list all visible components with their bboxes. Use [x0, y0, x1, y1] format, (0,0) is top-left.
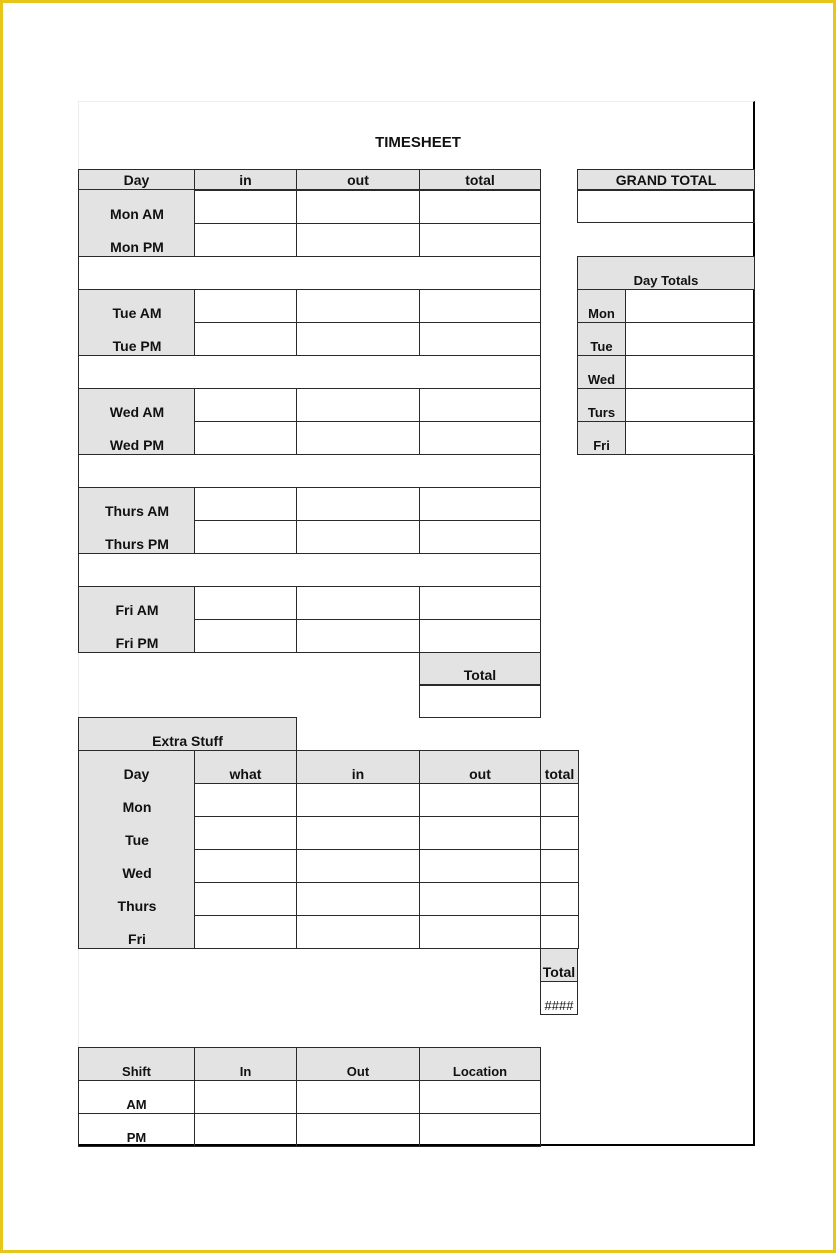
extra-input-cell[interactable] — [194, 816, 297, 850]
spacer-row — [78, 454, 541, 488]
time-input-cell[interactable] — [296, 586, 420, 620]
time-input-cell[interactable] — [194, 520, 297, 554]
extra-day-mon: Mon — [78, 783, 195, 817]
time-input-cell[interactable] — [419, 421, 541, 455]
main-header-day: Day — [78, 169, 195, 190]
extra-input-cell[interactable] — [540, 783, 579, 817]
extra-input-cell[interactable] — [296, 783, 420, 817]
day-total-fri: Fri — [577, 421, 626, 455]
extra-total-value: #### — [540, 981, 578, 1015]
day-label-tue-am: Tue AM — [78, 289, 195, 323]
time-input-cell[interactable] — [296, 520, 420, 554]
extra-input-cell[interactable] — [419, 849, 541, 883]
shift-row-am: AM — [78, 1080, 195, 1114]
shift-header-in: In — [194, 1047, 297, 1081]
time-input-cell[interactable] — [194, 421, 297, 455]
shift-header-shift: Shift — [78, 1047, 195, 1081]
extra-input-cell[interactable] — [419, 783, 541, 817]
extra-input-cell[interactable] — [194, 849, 297, 883]
spacer-row — [78, 553, 541, 587]
shift-input-cell[interactable] — [419, 1113, 541, 1147]
extra-total-label: Total — [540, 948, 578, 982]
extra-day-thurs: Thurs — [78, 882, 195, 916]
shift-input-cell[interactable] — [419, 1080, 541, 1114]
extra-input-cell[interactable] — [419, 816, 541, 850]
day-totals-label: Day Totals — [577, 256, 755, 290]
shift-input-cell[interactable] — [296, 1113, 420, 1147]
time-input-cell[interactable] — [419, 619, 541, 653]
time-input-cell[interactable] — [194, 619, 297, 653]
grand-total-value[interactable] — [577, 190, 755, 223]
time-input-cell[interactable] — [194, 223, 297, 257]
time-input-cell[interactable] — [296, 619, 420, 653]
extra-day-wed: Wed — [78, 849, 195, 883]
extra-header-day: Day — [78, 750, 195, 784]
main-total-value[interactable] — [419, 685, 541, 718]
page-title: TIMESHEET — [375, 134, 461, 151]
time-input-cell[interactable] — [419, 586, 541, 620]
time-input-cell[interactable] — [296, 223, 420, 257]
day-label-thurs-pm: Thurs PM — [78, 520, 195, 554]
extra-header-what: what — [194, 750, 297, 784]
shift-header-out: Out — [296, 1047, 420, 1081]
time-input-cell[interactable] — [194, 388, 297, 422]
extra-input-cell[interactable] — [419, 882, 541, 916]
time-input-cell[interactable] — [419, 388, 541, 422]
day-total-value[interactable] — [625, 388, 755, 422]
time-input-cell[interactable] — [419, 322, 541, 356]
day-total-value[interactable] — [625, 421, 755, 455]
extra-input-cell[interactable] — [296, 915, 420, 949]
extra-input-cell[interactable] — [419, 915, 541, 949]
shift-input-cell[interactable] — [296, 1080, 420, 1114]
time-input-cell[interactable] — [194, 190, 297, 224]
extra-input-cell[interactable] — [540, 915, 579, 949]
day-total-tue: Tue — [577, 322, 626, 356]
extra-header-out: out — [419, 750, 541, 784]
main-header-out: out — [296, 169, 420, 190]
day-label-wed-pm: Wed PM — [78, 421, 195, 455]
day-label-thurs-am: Thurs AM — [78, 487, 195, 521]
day-label-wed-am: Wed AM — [78, 388, 195, 422]
extra-input-cell[interactable] — [296, 882, 420, 916]
time-input-cell[interactable] — [194, 487, 297, 521]
extra-input-cell[interactable] — [194, 915, 297, 949]
extra-input-cell[interactable] — [194, 882, 297, 916]
time-input-cell[interactable] — [419, 289, 541, 323]
extra-stuff-title: Extra Stuff — [78, 717, 297, 751]
spacer-row — [78, 256, 541, 290]
time-input-cell[interactable] — [419, 223, 541, 257]
day-label-mon-pm: Mon PM — [78, 223, 195, 257]
day-total-turs: Turs — [577, 388, 626, 422]
day-total-mon: Mon — [577, 289, 626, 323]
extra-day-tue: Tue — [78, 816, 195, 850]
extra-day-fri: Fri — [78, 915, 195, 949]
time-input-cell[interactable] — [194, 586, 297, 620]
main-header-in: in — [194, 169, 297, 190]
day-total-value[interactable] — [625, 355, 755, 389]
main-header-total: total — [419, 169, 541, 190]
extra-input-cell[interactable] — [296, 816, 420, 850]
shift-row-pm: PM — [78, 1113, 195, 1147]
extra-input-cell[interactable] — [296, 849, 420, 883]
day-label-tue-pm: Tue PM — [78, 322, 195, 356]
day-label-fri-pm: Fri PM — [78, 619, 195, 653]
shift-input-cell[interactable] — [194, 1113, 297, 1147]
main-total-label: Total — [419, 652, 541, 685]
day-label-fri-am: Fri AM — [78, 586, 195, 620]
time-input-cell[interactable] — [419, 520, 541, 554]
time-input-cell[interactable] — [296, 421, 420, 455]
time-input-cell[interactable] — [296, 388, 420, 422]
time-input-cell[interactable] — [194, 322, 297, 356]
time-input-cell[interactable] — [419, 487, 541, 521]
time-input-cell[interactable] — [194, 289, 297, 323]
time-input-cell[interactable] — [296, 289, 420, 323]
shift-input-cell[interactable] — [194, 1080, 297, 1114]
extra-input-cell[interactable] — [540, 882, 579, 916]
day-total-value[interactable] — [625, 322, 755, 356]
day-total-value[interactable] — [625, 289, 755, 323]
time-input-cell[interactable] — [419, 190, 541, 224]
extra-header-in: in — [296, 750, 420, 784]
extra-input-cell[interactable] — [540, 816, 579, 850]
time-input-cell[interactable] — [296, 487, 420, 521]
day-label-mon-am: Mon AM — [78, 190, 195, 224]
day-total-wed: Wed — [577, 355, 626, 389]
spacer-row — [78, 355, 541, 389]
time-input-cell[interactable] — [296, 322, 420, 356]
extra-input-cell[interactable] — [194, 783, 297, 817]
extra-header-total: total — [540, 750, 579, 784]
time-input-cell[interactable] — [296, 190, 420, 224]
shift-header-location: Location — [419, 1047, 541, 1081]
grand-total-label: GRAND TOTAL — [577, 169, 755, 190]
extra-input-cell[interactable] — [540, 849, 579, 883]
